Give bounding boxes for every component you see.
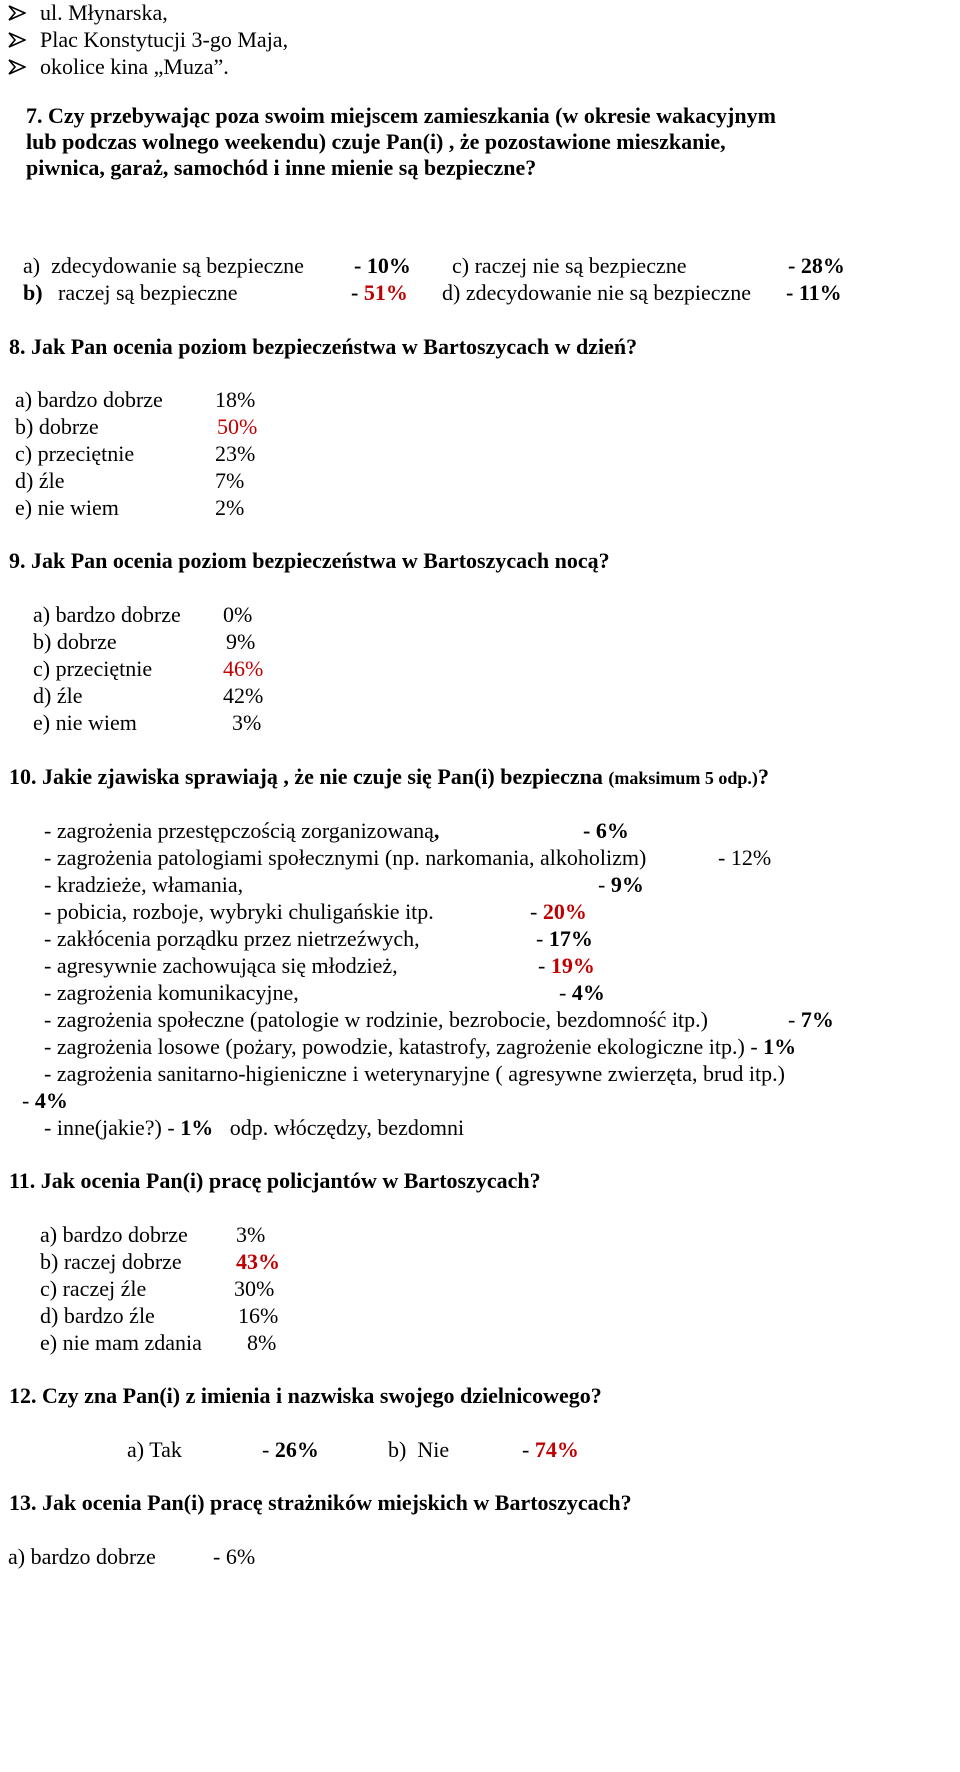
question-11-title: 11. Jak ocenia Pan(i) pracę policjantów w Bartoszycach? bbox=[9, 1168, 541, 1193]
option-label: e) nie mam zdania bbox=[40, 1330, 202, 1355]
answer-12a-label: a) Tak bbox=[127, 1437, 182, 1462]
option-value-highlighted: 50% bbox=[217, 414, 258, 439]
dash: - bbox=[583, 818, 596, 843]
answer-7b-value bbox=[351, 280, 408, 306]
option-label: e) nie wiem bbox=[33, 710, 137, 735]
option-label: c) raczej źle bbox=[40, 1276, 147, 1301]
option-label: b) raczej dobrze bbox=[40, 1249, 182, 1274]
option-value-highlighted: 46% bbox=[223, 656, 264, 681]
option-value: 30% bbox=[234, 1276, 275, 1301]
item-value bbox=[22, 1088, 68, 1114]
title-end: ? bbox=[757, 764, 769, 789]
option-value: 3% bbox=[236, 1222, 266, 1247]
other-note: odp. włóczędzy, bezdomni bbox=[229, 1115, 465, 1140]
title-note: (maksimum 5 odp.) bbox=[608, 768, 758, 788]
bullet-item: okolice kina „Muza”. bbox=[40, 54, 229, 79]
option-label: d) źle bbox=[33, 683, 83, 708]
value: 4% bbox=[34, 1088, 68, 1113]
value: 1% bbox=[180, 1115, 214, 1140]
dash: - bbox=[522, 1437, 535, 1462]
list-item: - zagrożenia społeczne (patologie w rodzinie, bezrobocie, bezdomność itp.) bbox=[44, 1007, 708, 1032]
item-label: - zagrożenia losowe (pożary, powodzie, katastrofy, zagrożenie ekologiczne itp.) bbox=[44, 1034, 745, 1059]
question-7-title-line: 7. Czy przebywając poza swoim miejscem zamieszkania (w okresie wakacyjnym bbox=[26, 103, 776, 128]
answer-7d-value: - 11% bbox=[786, 280, 842, 305]
list-item-other bbox=[44, 1115, 464, 1141]
option-value: 0% bbox=[223, 602, 253, 627]
question-7-title-line: piwnica, garaż, samochód i inne mienie są bezpieczne? bbox=[26, 155, 537, 180]
item-value bbox=[788, 1007, 834, 1033]
option-value: - 6% bbox=[213, 1544, 256, 1569]
list-item: - agresywnie zachowująca się młodzież, bbox=[44, 953, 398, 978]
value: 1% bbox=[763, 1034, 797, 1059]
option-value: 42% bbox=[223, 683, 264, 708]
item-label: - inne(jakie?) - bbox=[44, 1115, 181, 1140]
option-label: a) bardzo dobrze bbox=[40, 1222, 188, 1247]
question-10-title bbox=[9, 764, 769, 791]
arrow-bullet-icon bbox=[8, 32, 26, 48]
dash: - bbox=[351, 280, 364, 305]
answer-12a-value bbox=[262, 1437, 319, 1463]
dash: - bbox=[530, 899, 543, 924]
question-7-title-line: lub podczas wolnego weekendu) czuje Pan(i) , że pozostawione mieszkanie, bbox=[26, 129, 726, 154]
item-value bbox=[536, 926, 593, 952]
value: 4% bbox=[571, 980, 605, 1005]
answer-7b-prefix: b) bbox=[23, 280, 43, 305]
dash: - bbox=[598, 872, 611, 897]
item-label: - zagrożenia przestępczością zorganizowaną bbox=[44, 818, 434, 843]
bullet-item: ul. Młynarska, bbox=[40, 0, 168, 25]
option-value: 16% bbox=[238, 1303, 279, 1328]
dash: - bbox=[744, 1034, 764, 1059]
option-label: c) przeciętnie bbox=[15, 441, 135, 466]
dash: - bbox=[536, 926, 549, 951]
option-label: a) bardzo dobrze bbox=[15, 387, 163, 412]
option-value: 9% bbox=[226, 629, 256, 654]
item-value bbox=[538, 953, 595, 979]
option-label: d) źle bbox=[15, 468, 65, 493]
dash: - bbox=[538, 953, 551, 978]
arrow-bullet-icon bbox=[8, 59, 26, 75]
answer-7b-label: raczej są bezpieczne bbox=[58, 280, 238, 305]
option-label: a) bardzo dobrze bbox=[33, 602, 181, 627]
list-item: - zagrożenia patologiami społecznymi (np. narkomania, alkoholizm) bbox=[44, 845, 647, 870]
value: 6% bbox=[595, 818, 629, 843]
value: 9% bbox=[610, 872, 644, 897]
list-item: - zagrożenia komunikacyjne, bbox=[44, 980, 299, 1005]
dash: - bbox=[718, 845, 731, 870]
highlighted-value: 51% bbox=[363, 280, 408, 305]
answer-7a-value: - 10% bbox=[354, 253, 411, 278]
value-highlighted: 19% bbox=[550, 953, 595, 978]
bullet-item: Plac Konstytucji 3-go Maja, bbox=[40, 27, 289, 52]
question-13-title: 13. Jak ocenia Pan(i) pracę strażników miejskich w Bartoszycach? bbox=[9, 1490, 632, 1515]
title-text: 10. Jakie zjawiska sprawiają , że nie czuje się Pan(i) bezpieczna bbox=[9, 764, 603, 789]
answer-7a-label: a) zdecydowanie są bezpieczne bbox=[23, 253, 304, 278]
answer-7d-label: d) zdecydowanie nie są bezpieczne bbox=[442, 280, 752, 305]
item-value bbox=[583, 818, 629, 844]
item-value bbox=[598, 872, 644, 898]
option-value: 8% bbox=[247, 1330, 277, 1355]
question-8-title: 8. Jak Pan ocenia poziom bezpieczeństwa w Bartoszycach w dzień? bbox=[9, 334, 638, 359]
spacer bbox=[213, 1115, 230, 1140]
value: 12% bbox=[730, 845, 772, 870]
option-label: a) bardzo dobrze bbox=[8, 1544, 156, 1569]
option-label: b) dobrze bbox=[15, 414, 99, 439]
list-item: - zagrożenia sanitarno-higieniczne i weterynaryjne ( agresywne zwierzęta, brud itp.) bbox=[44, 1061, 785, 1086]
option-value: 2% bbox=[215, 495, 245, 520]
question-12-title: 12. Czy zna Pan(i) z imienia i nazwiska swojego dzielnicowego? bbox=[9, 1383, 602, 1408]
list-item bbox=[44, 1034, 796, 1060]
dash: - bbox=[262, 1437, 275, 1462]
question-9-title: 9. Jak Pan ocenia poziom bezpieczeństwa w Bartoszycach nocą? bbox=[9, 548, 610, 573]
option-value-highlighted: 43% bbox=[236, 1249, 280, 1274]
answer-7c-value: - 28% bbox=[788, 253, 845, 278]
answer-7c-label: c) raczej nie są bezpieczne bbox=[452, 253, 687, 278]
list-item bbox=[44, 818, 439, 844]
item-comma: , bbox=[433, 818, 440, 843]
option-label: b) dobrze bbox=[33, 629, 117, 654]
list-item: - kradzieże, włamania, bbox=[44, 872, 244, 897]
option-value: 18% bbox=[215, 387, 256, 412]
list-item: - zakłócenia porządku przez nietrzeźwych, bbox=[44, 926, 420, 951]
dash: - bbox=[788, 1007, 801, 1032]
dash: - bbox=[559, 980, 572, 1005]
item-value bbox=[718, 845, 771, 871]
option-label: c) przeciętnie bbox=[33, 656, 153, 681]
dash: - bbox=[22, 1088, 35, 1113]
option-label: d) bardzo źle bbox=[40, 1303, 155, 1328]
value-highlighted: 74% bbox=[534, 1437, 579, 1462]
answer-12b-label: b) Nie bbox=[388, 1437, 450, 1462]
list-item: - pobicia, rozboje, wybryki chuligańskie itp. bbox=[44, 899, 434, 924]
option-value: 7% bbox=[215, 468, 245, 493]
value-highlighted: 20% bbox=[542, 899, 587, 924]
item-value bbox=[530, 899, 587, 925]
arrow-bullet-icon bbox=[8, 5, 26, 21]
option-label: e) nie wiem bbox=[15, 495, 119, 520]
value: 26% bbox=[274, 1437, 319, 1462]
option-value: 23% bbox=[215, 441, 256, 466]
answer-12b-value bbox=[522, 1437, 579, 1463]
value: 17% bbox=[548, 926, 593, 951]
item-value bbox=[559, 980, 605, 1006]
option-value: 3% bbox=[232, 710, 262, 735]
value: 7% bbox=[800, 1007, 834, 1032]
